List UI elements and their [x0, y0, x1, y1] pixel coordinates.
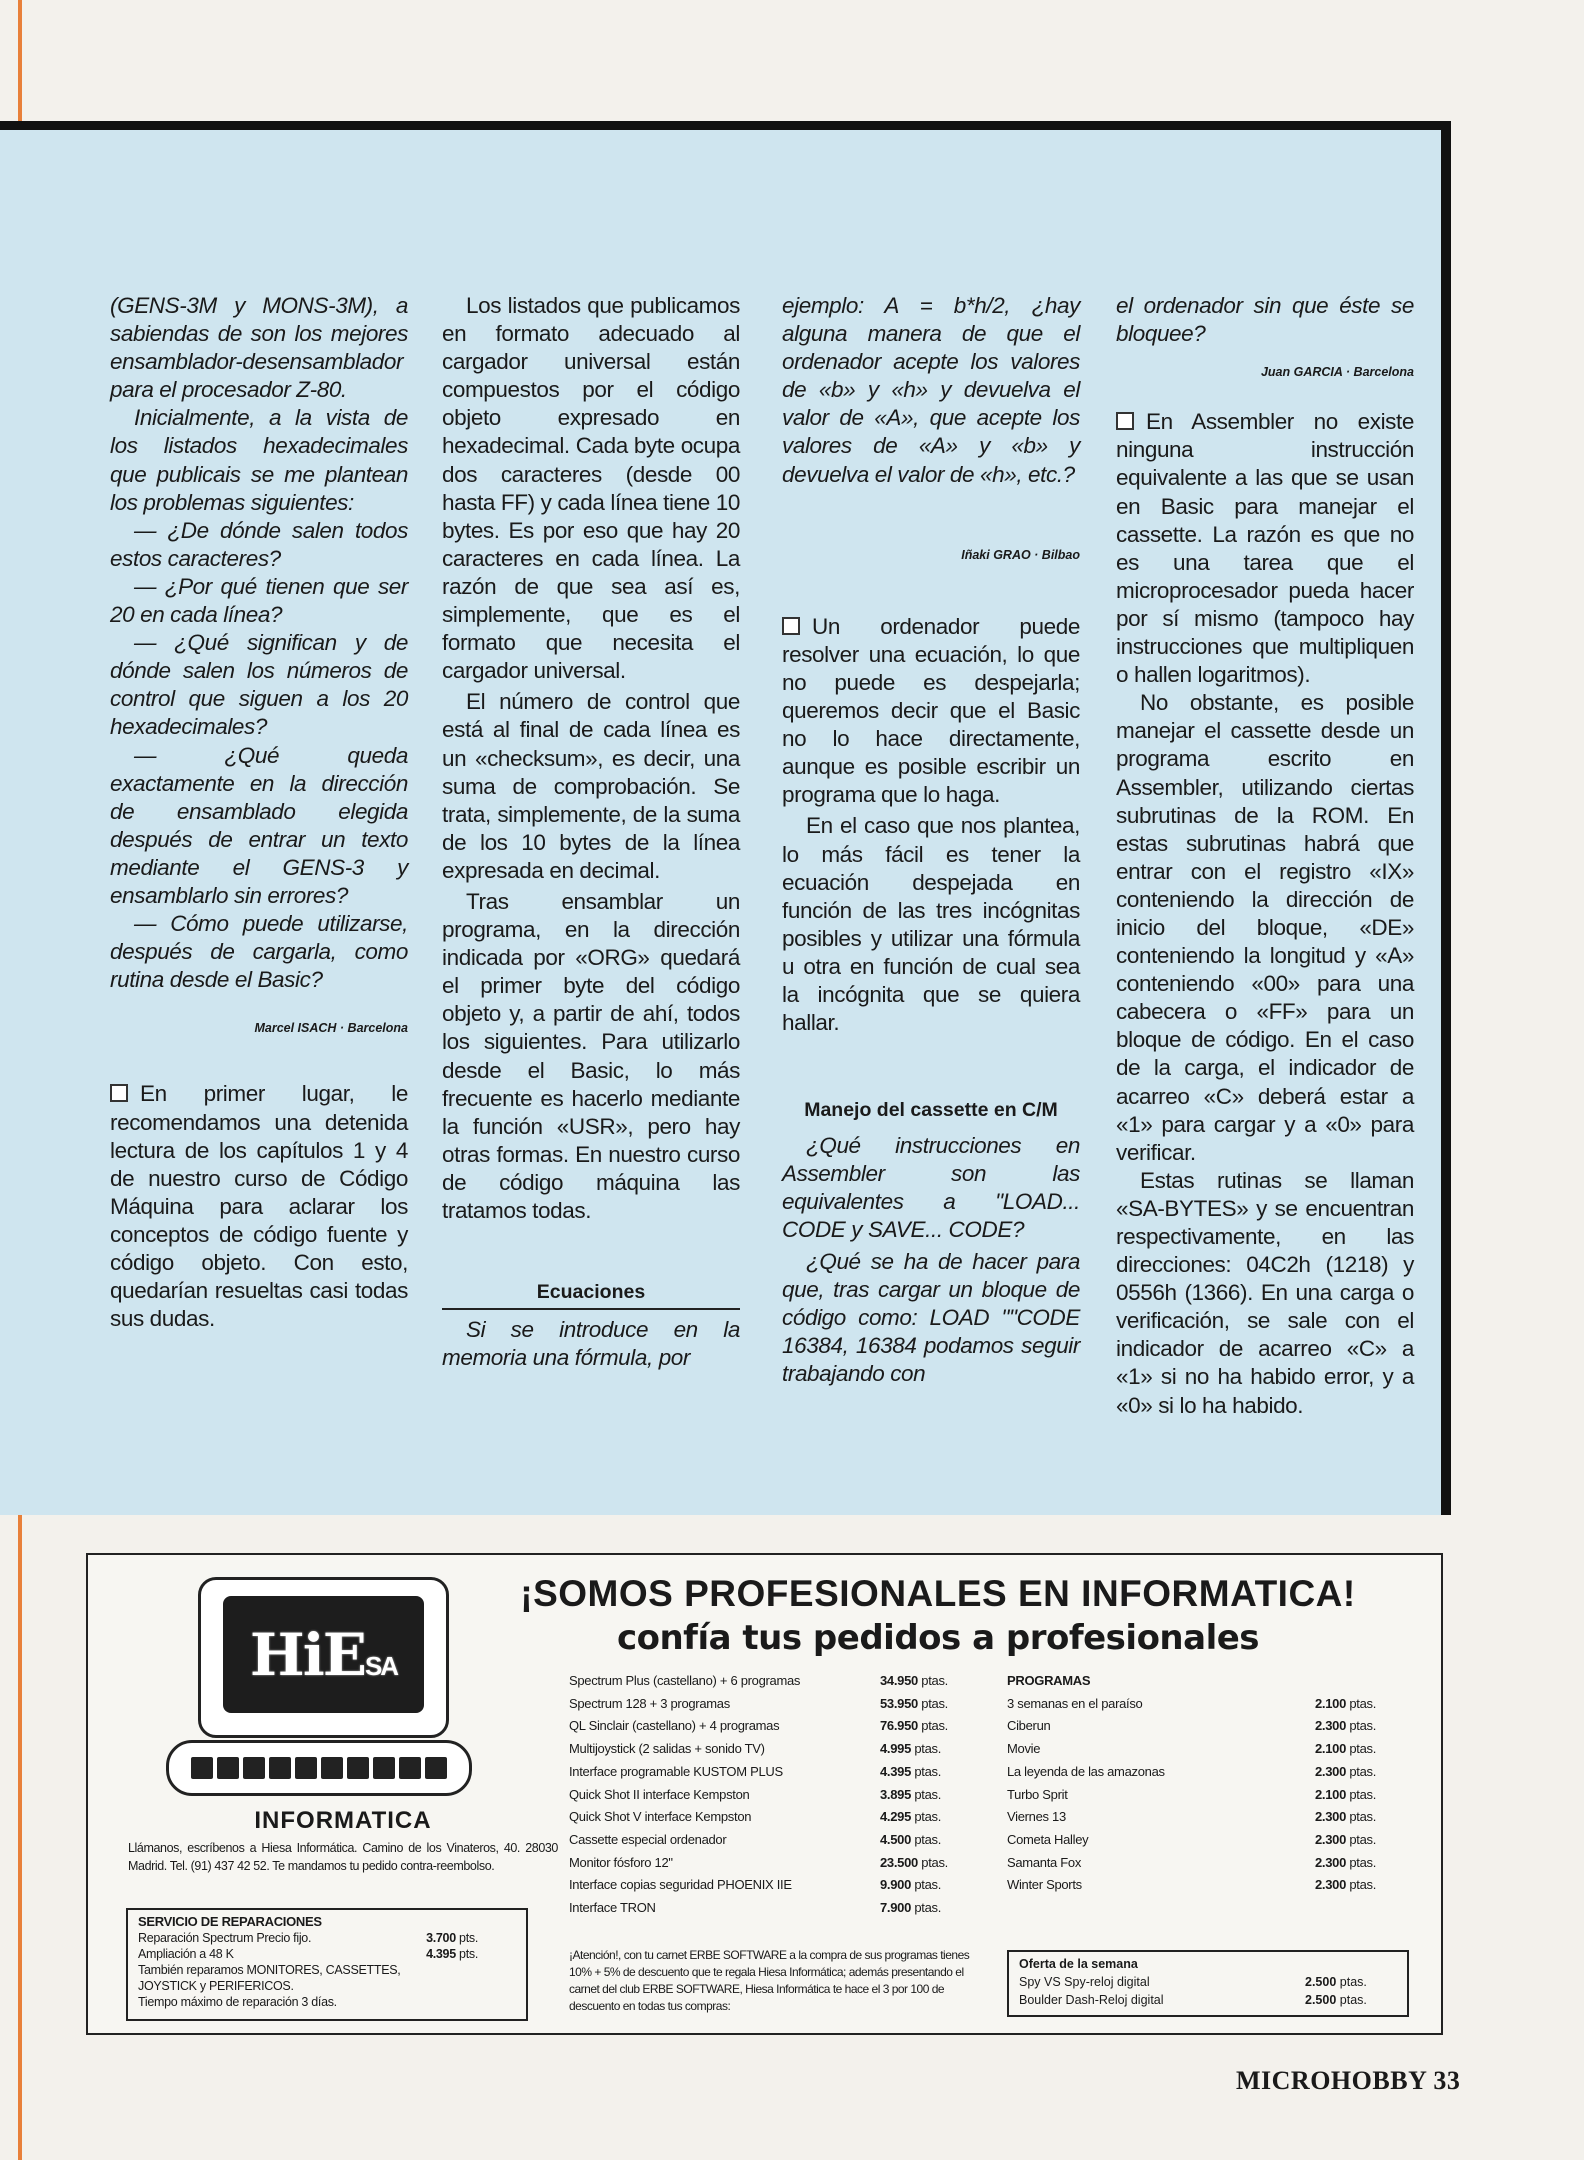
item-label: Cassette especial ordenador: [569, 1831, 727, 1847]
repair-note: Tiempo máximo de reparación 3 días.: [138, 1995, 337, 2009]
item-price: 2.100 ptas.: [1315, 1695, 1377, 1711]
item-label: Ciberun: [1007, 1718, 1051, 1734]
column-1: [110, 292, 408, 1333]
item-price: 23.500 ptas.: [880, 1854, 948, 1870]
item-label: Spectrum Plus (castellano) + 6 programas: [569, 1673, 801, 1688]
repair-title: SERVICIO DE REPARACIONES: [138, 1914, 322, 1929]
offer-title: Oferta de la semana: [1019, 1957, 1138, 1971]
section-heading: Ecuaciones: [442, 1279, 740, 1310]
program-row: [1007, 1874, 1407, 1897]
product-row: [569, 1761, 972, 1784]
answer-text: Los listados que publicamos en formato adecuado al cargador universal están compuestos por el código objeto expresado en hexadecimal. Cada byte ocupa dos caracteres (desde 00 hasta FF) y cada línea tiene 10 bytes. Es por eso que hay 20 caracteres en cada línea. La razón de que sea así es, simplemente, que es el formato que necesita el cargador universal.: [442, 293, 740, 684]
item-label: 3 semanas en el paraíso: [1007, 1695, 1143, 1711]
product-row: [569, 1784, 972, 1807]
programs-price-list: [1007, 1670, 1407, 1897]
answer-text: Estas rutinas se llaman «SA-BYTES» y se encuentran respectivamente, en las direcciones: 04C2h (1218) y 0556h (1366). En una carga o verificación, se sale con el indicador de acarreo «C» a «1» si no ha habido error, y a «0» si lo ha habido.: [1116, 1167, 1414, 1418]
program-row: [1007, 1738, 1407, 1761]
item-price: 9.900 ptas.: [880, 1877, 942, 1893]
item-label: Viernes 13: [1007, 1809, 1066, 1825]
ad-subheadline: confía tus pedidos a profesionales: [616, 1618, 1260, 1658]
repair-note: También reparamos MONITORES, CASSETTES, JOYSTICK y PERIFERICOS.: [138, 1963, 401, 1993]
item-label: Samanta Fox: [1007, 1854, 1082, 1870]
offer-row: [1019, 1973, 1397, 1991]
letter-text: (GENS-3M y MONS-3M), a sabiendas de son los mejores ensamblador-desensamblador para el procesador Z-80.: [110, 293, 408, 403]
section-heading: Manejo del cassette en C/M: [804, 1099, 1058, 1122]
answer-text: En primer lugar, le recomendamos una detenida lectura de los capítulos 1 y 4 de nuestro curso de Código Máquina para aclarar los conceptos de código fuente y código objeto. Con esto, quedarían resueltas casi todas sus dudas.: [110, 1081, 408, 1332]
answer-text: No obstante, es posible manejar el cassette desde un programa escrito en Assembler, utilizando ciertas subrutinas de la ROM. En estas subrutinas habrá que entrar con el registro «IX» conteniendo la dirección de inicio del bloque, «DE» conteniendo la longitud y «A» conteniendo «00» para una cabecera o «FF» para un bloque de código. En el caso de la carga, el indicador de acarreo «C» deberá estar a «1» para cargar y a «0» para verificar.: [1116, 690, 1414, 1165]
letter-question: — ¿Qué significan y de dónde salen los números de control que siguen a los 20 hexadecimales?: [110, 630, 408, 740]
item-price: 4.395 ptas.: [880, 1763, 942, 1779]
item-label: Movie: [1007, 1741, 1041, 1757]
product-price-list: [569, 1670, 972, 1920]
checkbox-bullet-icon: [782, 617, 800, 635]
product-row: [569, 1806, 972, 1829]
item-label: Cometa Halley: [1007, 1831, 1089, 1847]
item-price: 4.500 ptas.: [880, 1831, 942, 1847]
item-price: 2.300 ptas.: [1315, 1718, 1377, 1734]
item-label: Interface TRON: [569, 1900, 656, 1916]
product-row: [569, 1670, 972, 1693]
item-price: 2.300 ptas.: [1315, 1877, 1377, 1893]
item-price: 2.300 ptas.: [1315, 1809, 1377, 1825]
item-price: 4.995 ptas.: [880, 1741, 942, 1757]
keyboard-icon: [166, 1740, 472, 1796]
hiesa-advertisement: [86, 1553, 1443, 2035]
hiesa-logo: HiESA: [249, 1620, 398, 1689]
offer-row: [1019, 1991, 1397, 2009]
product-row: [569, 1874, 972, 1897]
item-price: 2.300 ptas.: [1315, 1854, 1377, 1870]
answer-text: El número de control que está al final de cada línea es un «checksum», es decir, una suma de comprobación. Se trata, simplemente, de la suma de los 10 bytes de la línea expresada en decimal.: [442, 689, 740, 883]
magazine-name: MICROHOBBY: [1236, 2066, 1427, 2095]
letter-signature: Iñaki GRAO · Bilbao: [961, 547, 1080, 562]
program-row: [1007, 1852, 1407, 1875]
program-row: [1007, 1829, 1407, 1852]
item-label: Turbo Sprit: [1007, 1786, 1068, 1802]
answer-text: Un ordenador puede resolver una ecuación, lo que no puede es despejarla; queremos decir que el Basic no lo hace directamente, aunque es posible escribir un programa que lo haga.: [782, 613, 1080, 808]
item-label: Boulder Dash-Reloj digital: [1019, 1993, 1164, 2007]
checkbox-bullet-icon: [110, 1084, 128, 1102]
product-row: [569, 1715, 972, 1738]
letter-signature: Marcel ISACH · Barcelona: [254, 1021, 408, 1036]
product-row: [569, 1829, 972, 1852]
answer-text: En Assembler no existe ninguna instrucción equivalente a las que se usan en Basic para manejar el cassette. La razón es que no es una tarea que el microprocesador pueda hacer por sí mismo (tampoco hay instrucciones que multipliquen o hallen logaritmos).: [1116, 409, 1414, 688]
repair-service-box: [126, 1908, 528, 2021]
item-label: La leyenda de las amazonas: [1007, 1763, 1165, 1779]
item-price: 7.900 ptas.: [880, 1900, 942, 1916]
answer-text: En el caso que nos plantea, lo más fácil es tener la ecuación despejada en función de las tres incógnitas posibles y utilizar una fórmula u otra en función de cual sea la incógnita que se quiera hallar.: [782, 813, 1080, 1036]
product-row: [569, 1852, 972, 1875]
weekly-offer-box: [1007, 1950, 1409, 2017]
letter-question: — ¿Por qué tienen que ser 20 en cada línea?: [110, 573, 408, 628]
program-row: [1007, 1715, 1407, 1738]
answer-text: Tras ensamblar un programa, en la dirección indicada por «ORG» quedará el primer byte del código objeto y, a partir de ahí, todos los siguientes. Para utilizarlo desde el Basic, lo más frecuente es hacerlo mediante la función «USR», pero hay otras formas. En nuestro curso de código máquina las tratamos todas.: [442, 888, 740, 1223]
product-row: [569, 1897, 972, 1920]
program-row: [1007, 1806, 1407, 1829]
item-price: 2.100 ptas.: [1315, 1786, 1377, 1802]
brand-name: INFORMATICA: [254, 1807, 432, 1834]
contact-address: Llámanos, escríbenos a Hiesa Informática. Camino de los Vinateros, 40. 28030 Madrid. Tel. (91) 437 42 52. Te mandamos tu pedido contra-reembolso.: [128, 1841, 558, 1873]
column-2: [442, 292, 740, 1372]
program-row: [1007, 1761, 1407, 1784]
item-price: 2.500 ptas.: [1305, 1993, 1367, 2007]
item-label: Spy VS Spy-reloj digital: [1019, 1975, 1150, 1989]
letter-text: Inicialmente, a la vista de los listados hexadecimales que publicais se me plantean los problemas siguientes:: [110, 405, 408, 515]
letter-question: — ¿Qué queda exactamente en la dirección de ensamblado elegida después de entrar un texto mediante el GENS-3 y ensamblarlo sin errores?: [110, 742, 408, 908]
letter-question: ¿Qué se ha de hacer para que, tras cargar un bloque de código como: LOAD ""CODE 16384, 16384 podamos seguir trabajando con: [782, 1248, 1080, 1386]
letter-question: ejemplo: A = b*h/2, ¿hay alguna manera de que el ordenador acepte los valores de «b» y «h» y devuelva el valor de «A», que acepte los valores de «A» y «b» y devuelva el valor de «h», etc.?: [782, 293, 1080, 487]
discount-notice: ¡Atención!, con tu carnet ERBE SOFTWARE a la compra de sus programas tienes 10% + 5% de descuento que te regala Hiesa Informática; además presentando el carnet del club ERBE SOFTWARE, Hiesa Informática te hace el 3 por 100 de descuento en todas tus compras:: [569, 1948, 970, 2013]
ad-headline: ¡SOMOS PROFESIONALES EN INFORMATICA!: [520, 1573, 1356, 1614]
page-edge-mark: [18, 1510, 22, 2160]
item-price: 2.100 ptas.: [1315, 1741, 1377, 1757]
item-label: Interface copias seguridad PHOENIX IIE: [569, 1877, 792, 1893]
page-footer: [1236, 2066, 1460, 2096]
item-price: 53.950 ptas.: [880, 1695, 948, 1711]
letter-question: Si se introduce en la memoria una fórmula, por: [442, 1317, 740, 1371]
item-label: Quick Shot II interface Kempston: [569, 1786, 750, 1802]
program-row: [1007, 1784, 1407, 1807]
page-number: 33: [1433, 2066, 1461, 2095]
item-label: Quick Shot V interface Kempston: [569, 1809, 752, 1825]
item-price: 76.950 ptas.: [880, 1718, 948, 1734]
column-3: [782, 292, 1080, 1388]
item-label: QL Sinclair (castellano) + 4 programas: [569, 1718, 780, 1734]
letter-question: — Cómo puede utilizarse, después de cargarla, como rutina desde el Basic?: [110, 911, 408, 993]
item-price: 4.295 ptas.: [880, 1809, 942, 1825]
item-label: Interface programable KUSTOM PLUS: [569, 1763, 783, 1779]
item-label: Spectrum 128 + 3 programas: [569, 1695, 730, 1711]
letter-signature: Juan GARCIA · Barcelona: [1260, 365, 1414, 380]
item-price: 34.950 ptas.: [880, 1673, 948, 1688]
computer-monitor-icon: [198, 1577, 449, 1738]
item-price: 3.895 ptas.: [880, 1786, 942, 1802]
letter-question: — ¿De dónde salen todos estos caracteres?: [110, 517, 408, 571]
letter-question: el ordenador sin que éste se bloquee?: [1116, 293, 1414, 347]
checkbox-bullet-icon: [1116, 412, 1134, 430]
item-price: 2.500 ptas.: [1305, 1975, 1367, 1989]
program-row: [1007, 1693, 1407, 1716]
repair-item: Reparación Spectrum Precio fijo. 3.700 pts.: [138, 1931, 478, 1945]
item-label: Winter Sports: [1007, 1877, 1082, 1893]
repair-item: Ampliación a 48 K 4.395 pts.: [138, 1947, 478, 1961]
programs-title: PROGRAMAS: [1007, 1673, 1091, 1688]
item-price: 2.300 ptas.: [1315, 1831, 1377, 1847]
item-price: 2.300 ptas.: [1315, 1763, 1377, 1779]
column-4: [1116, 292, 1414, 1420]
product-row: [569, 1693, 972, 1716]
letter-question: ¿Qué instrucciones en Assembler son las equivalentes a "LOAD... CODE y SAVE... CODE?: [782, 1133, 1080, 1243]
product-row: [569, 1738, 972, 1761]
item-label: Multijoystick (2 salidas + sonido TV): [569, 1741, 765, 1757]
item-label: Monitor fósforo 12": [569, 1854, 673, 1870]
